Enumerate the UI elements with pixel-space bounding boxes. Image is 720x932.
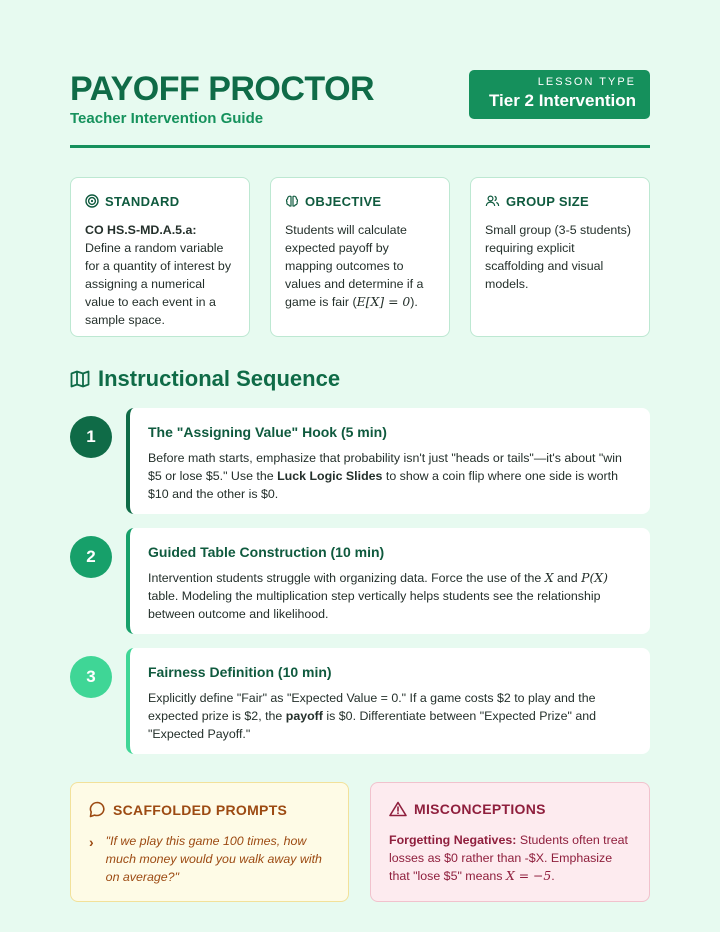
luck-logic-slides: Luck Logic Slides (277, 469, 383, 483)
sequence-heading (70, 366, 340, 392)
map-icon (70, 370, 90, 388)
prompt-item (89, 832, 330, 886)
lesson-type-label: LESSON TYPE (537, 76, 636, 88)
scaffolded-prompts-title: SCAFFOLDED PROMPTS (113, 801, 288, 818)
step-body-2 (148, 569, 634, 623)
warning-icon (389, 801, 407, 817)
misconception-text: Students often treat losses as $0 rather than -$X. Emphasize that "lose $5" means (389, 833, 628, 883)
misconception-formula: X = −5 (505, 868, 552, 883)
misconception-label: Forgetting Negatives: (389, 833, 517, 847)
variable-x: X (544, 570, 554, 585)
standard-card-title: STANDARD (105, 193, 180, 209)
step-body-3 (148, 689, 634, 743)
lesson-type-badge (469, 70, 650, 119)
scaffolded-prompts-box (70, 782, 349, 902)
lesson-type-value: Tier 2 Intervention (488, 91, 636, 110)
target-icon (85, 194, 99, 208)
step-number-2: 2 (70, 536, 112, 578)
brain-icon (285, 194, 299, 208)
misconceptions-title: MISCONCEPTIONS (414, 801, 546, 817)
step-3-text-end: is $0. Differentiate between "Expected Prize" and "Expected Payoff." (148, 709, 597, 741)
step-card-2 (126, 528, 650, 634)
step-3-text: Explicitly define "Fair" as "Expected Value = 0." If a game costs $2 to play and the expected prize is $2, the (148, 691, 596, 723)
group-size-card (470, 177, 650, 337)
page-title: PAYOFF PROCTOR (70, 70, 375, 108)
objective-text-end: ). (410, 295, 418, 309)
page-subtitle: Teacher Intervention Guide (70, 110, 264, 127)
users-icon (485, 194, 500, 208)
sequence-title: Instructional Sequence (98, 366, 341, 391)
page-header (70, 68, 650, 148)
objective-card-title: OBJECTIVE (305, 193, 382, 209)
step-title-2: Guided Table Construction (10 min) (148, 544, 385, 560)
chevron-right-icon: › (89, 834, 94, 850)
step-2-text-mid: and (553, 571, 582, 585)
step-card-1 (126, 408, 650, 514)
step-2-text: Intervention students struggle with organizing data. Force the use of the (148, 571, 545, 585)
header-divider (70, 145, 650, 148)
objective-card-body (285, 221, 435, 311)
misconception-item (389, 831, 631, 885)
standard-card (70, 177, 250, 337)
variable-px: P(X) (581, 570, 608, 585)
step-2-text-end: table. Modeling the multiplication step vertically helps students see the relationship between outcome and likelihood. (148, 589, 601, 621)
prompt-text: "If we play this game 100 times, how much money would you walk away with on average?" (105, 834, 322, 884)
step-title-1: The "Assigning Value" Hook (5 min) (148, 424, 387, 440)
step-card-3 (126, 648, 650, 754)
guide-page (70, 0, 650, 932)
group-size-card-title: GROUP SIZE (506, 193, 589, 209)
misconception-text-end: . (551, 869, 555, 883)
step-number-1: 1 (70, 416, 112, 458)
step-1-text-end: to show a coin flip where one side is worth $10 and the other is $0. (148, 469, 618, 501)
standard-code: CO HS.S-MD.A.5.a: (85, 223, 197, 237)
step-body-1 (148, 449, 634, 503)
info-cards (70, 177, 650, 337)
step-title-3: Fairness Definition (10 min) (148, 664, 332, 680)
group-size-card-body: Small group (3-5 students) requiring explicit scaffolding and visual models. (485, 223, 632, 291)
misconceptions-box (370, 782, 650, 902)
standard-card-body (85, 221, 235, 329)
step-1-text: Before math starts, emphasize that probability isn't just "heads or tails"—it's about "win $5 or lose $5." Use the (148, 451, 622, 483)
payoff-term: payoff (285, 709, 323, 723)
speech-bubble-icon (89, 801, 106, 818)
standard-text: Define a random variable for a quantity of interest by assigning a numerical value to each event in a sample space. (85, 241, 232, 327)
objective-text: Students will calculate expected payoff by mapping outcomes to values and determine if a game is fair ( (285, 223, 424, 309)
step-number-3: 3 (70, 656, 112, 698)
objective-formula: E[X] = 0 (356, 294, 411, 309)
objective-card (270, 177, 450, 337)
